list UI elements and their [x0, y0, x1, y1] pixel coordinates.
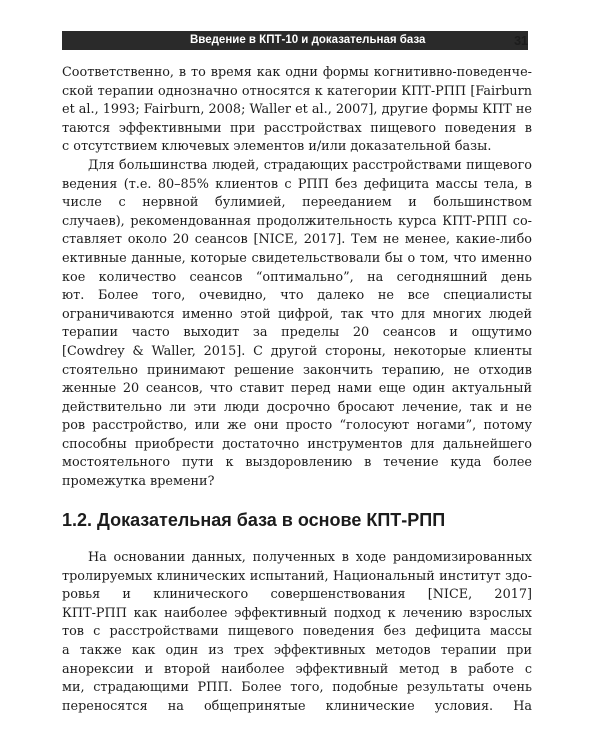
text-line: переносятся на общепринятые клинические условия. На — [62, 698, 532, 714]
text-line: промежутка времени? — [62, 474, 215, 490]
paragraph-1 — [62, 64, 532, 157]
text-line: ров расстройство, или же они просто “голосуют ногами”, потому — [62, 418, 532, 434]
text-line: способны приобрести достаточно инструментов для дальнейшего — [62, 436, 532, 452]
text-line: числе с нервной булимией, перееданием и большинством — [62, 195, 532, 211]
text-line: с отсутствием ключевых элементов и/или доказательной базы. — [62, 139, 492, 155]
text-line: ведения (т.е. 80–85% клиентов с РПП без дефицита массы тела, в — [62, 176, 532, 192]
text-line: Для большинства людей, страдающих расстройствами пищевого — [88, 157, 532, 173]
text-line: кое количество сеансов “оптимально”, на сегодняшний день — [62, 269, 532, 285]
paragraph-2 — [62, 157, 532, 492]
text-line: тов с расстройствами пищевого поведения без дефицита массы — [62, 624, 532, 640]
text-line: тролируемых клинических испытаний, Национальный институт здо- — [62, 568, 532, 584]
text-line: [Cowdrey & Waller, 2015]. С другой стороны, некоторые клиенты — [62, 343, 532, 359]
text-line: случаев), рекомендованная продолжительность курса КПТ-РПП со- — [62, 213, 532, 229]
text-line: ми, страдающими РПП. Более того, подобные результаты очень — [62, 680, 532, 696]
running-header — [62, 31, 528, 50]
text-line: мостоятельного пути к выздоровлению в течение куда более — [62, 455, 532, 471]
page-number: 31 — [514, 34, 528, 48]
text-line: действительно ли эти люди досрочно бросают лечение, так и не — [62, 399, 532, 415]
body-text-bottom — [62, 549, 532, 716]
text-line: ской терапии однозначно относятся к категории КПТ-РПП [Fairburn — [62, 83, 532, 99]
running-header-title: Введение в КПТ-10 и доказательная база — [190, 34, 426, 46]
text-line: терапии часто выходит за пределы 20 сеансов и ощутимо — [62, 325, 532, 341]
text-line: На основании данных, полученных в ходе рандомизированных — [88, 550, 532, 565]
text-line: стоятельно принимают решение закончить терапию, не отходив — [62, 362, 532, 378]
text-line: ровья и клинического совершенствования [NICE, 2017] — [62, 587, 532, 603]
text-line: ективные данные, которые свидетельствовали бы о том, что именно — [62, 250, 532, 266]
text-line: Соответственно, в то время как одни формы когнитивно-поведенче- — [62, 65, 532, 80]
text-line: таются эффективными при расстройствах пищевого поведения в — [62, 120, 532, 136]
text-line: ют. Более того, очевидно, что далеко не все специалисты — [62, 288, 532, 304]
text-line: КПТ-РПП как наиболее эффективный подход к лечению взрослых — [62, 605, 532, 621]
paragraph-3 — [62, 549, 532, 716]
section-heading: 1.2. Доказательная база в основе КПТ-РПП — [62, 510, 446, 530]
text-line: ограничиваются именно этой цифрой, так что для многих людей — [62, 306, 532, 322]
text-line: ставляет около 20 сеансов [NICE, 2017]. Тем не менее, какие-либо — [62, 232, 532, 248]
text-line: женные 20 сеансов, что ставит перед нами еще один актуальный — [62, 381, 532, 397]
text-line: et al., 1993; Fairburn, 2008; Waller et al., 2007], другие формы КПТ не — [62, 102, 532, 118]
body-text-top — [62, 64, 532, 492]
text-line: анорексии и второй наиболее эффективный метод в работе с — [62, 661, 532, 677]
text-line: а также как один из трех эффективных методов терапии при — [62, 642, 532, 658]
